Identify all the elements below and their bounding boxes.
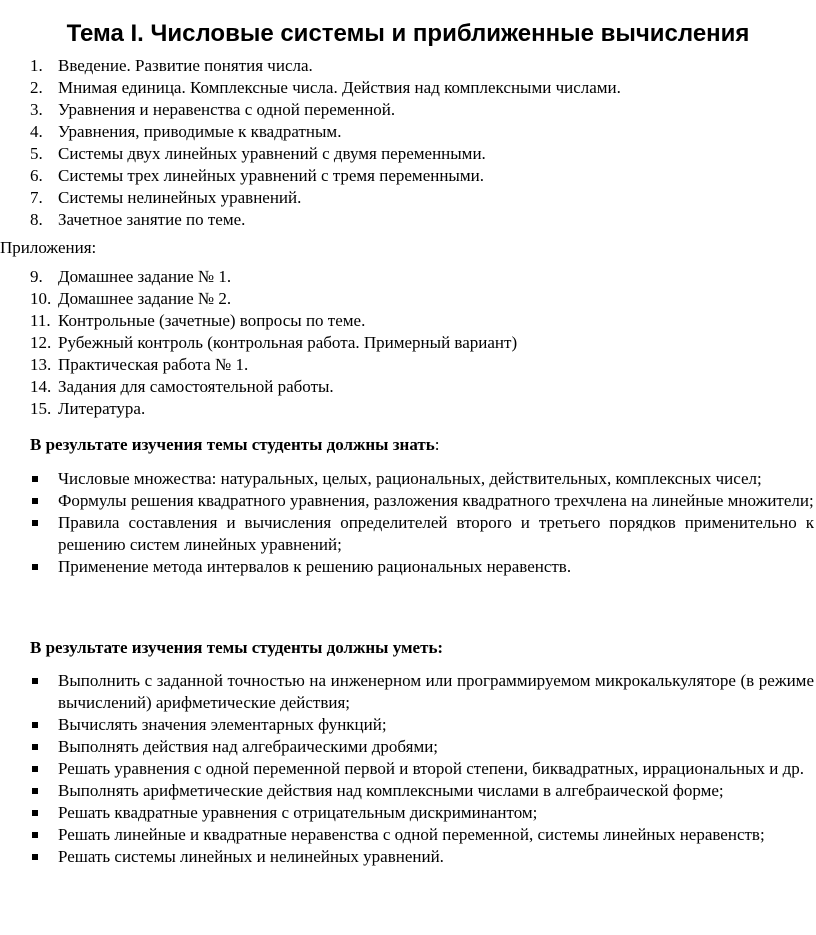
able-item-text: Решать квадратные уравнения с отрицательным дискриминантом;	[58, 803, 538, 822]
square-bullet-icon	[32, 744, 38, 750]
know-item-text: Числовые множества: натуральных, целых, рациональных, действительных, комплексных чисел;	[58, 469, 762, 488]
able-item	[0, 846, 816, 868]
appendix-link[interactable]: Литература.	[58, 399, 146, 418]
topic-number: 2.	[30, 78, 43, 97]
square-bullet-icon	[32, 766, 38, 772]
able-item-text: Вычислять значения элементарных функций;	[58, 715, 387, 734]
appendix-number: 15.	[30, 399, 52, 418]
appendix-number: 13.	[30, 355, 52, 374]
able-item	[0, 780, 816, 802]
able-item	[0, 758, 816, 780]
able-item-text: Выполнять действия над алгебраическими дробями;	[58, 737, 439, 756]
know-item-text: Формулы решения квадратного уравнения, разложения квадратного трехчлена на линейные множители;	[58, 491, 814, 510]
able-item	[0, 670, 816, 714]
appendix-link[interactable]: Домашнее задание № 2.	[58, 289, 232, 308]
appendix-link[interactable]: Рубежный контроль (контрольная работа. Примерный вариант)	[58, 333, 518, 352]
appendix-number: 10.	[30, 289, 52, 308]
appendix-number: 12.	[30, 333, 52, 352]
appendix-number: 14.	[30, 377, 52, 396]
appendix-number: 9.	[30, 267, 43, 286]
topic-text: Зачетное занятие по теме.	[58, 210, 246, 229]
topic-text: Введение. Развитие понятия числа.	[58, 56, 313, 75]
able-item-text: Выполнить с заданной точностью на инженерном или программируемом микрокалькуляторе (в режиме вычислений) арифметические действия;	[58, 671, 814, 712]
topic-text: Уравнения и неравенства с одной переменной.	[58, 100, 396, 119]
square-bullet-icon	[32, 564, 38, 570]
know-heading-text: В результате изучения темы студенты должны знать	[30, 435, 435, 454]
topic-text: Системы нелинейных уравнений.	[58, 188, 302, 207]
appendix-label: Приложения:	[0, 238, 97, 257]
appendix-number: 11.	[30, 311, 51, 330]
topic-text: Системы трех линейных уравнений с тремя переменными.	[58, 166, 484, 185]
able-list	[0, 670, 816, 868]
topic-text: Уравнения, приводимые к квадратным.	[58, 122, 342, 141]
able-item-text: Решать уравнения с одной переменной первой и второй степени, биквадратных, иррациональных и др.	[58, 759, 805, 778]
topic-number: 3.	[30, 100, 43, 119]
know-list	[0, 468, 816, 578]
square-bullet-icon	[32, 498, 38, 504]
topic-number: 6.	[30, 166, 43, 185]
know-item	[0, 512, 816, 556]
appendix-link[interactable]: Контрольные (зачетные) вопросы по теме.	[58, 311, 366, 330]
topic-number: 5.	[30, 144, 43, 163]
square-bullet-icon	[32, 854, 38, 860]
square-bullet-icon	[32, 520, 38, 526]
topic-number: 4.	[30, 122, 43, 141]
able-item	[0, 736, 816, 758]
able-heading: В результате изучения темы студенты должны уметь:	[30, 638, 444, 657]
topic-number: 1.	[30, 56, 43, 75]
topic-text: Мнимая единица. Комплексные числа. Действия над комплексными числами.	[58, 78, 621, 97]
know-item	[0, 556, 816, 578]
know-item-text: Правила составления и вычисления определителей второго и третьего порядков применительно к решению систем линейных уравнений;	[58, 513, 814, 554]
able-item-text: Решать системы линейных и нелинейных уравнений.	[58, 847, 444, 866]
appendix-link[interactable]: Практическая работа № 1.	[58, 355, 249, 374]
able-item	[0, 714, 816, 736]
know-heading-colon: :	[434, 435, 440, 454]
know-heading	[30, 434, 439, 456]
topic-number: 8.	[30, 210, 43, 229]
page-title: Тема I. Числовые системы и приближенные вычисления	[66, 20, 750, 47]
appendix-link[interactable]: Задания для самостоятельной работы.	[58, 377, 334, 396]
know-item	[0, 468, 816, 490]
able-item	[0, 802, 816, 824]
square-bullet-icon	[32, 678, 38, 684]
square-bullet-icon	[32, 832, 38, 838]
able-item-text: Решать линейные и квадратные неравенства с одной переменной, системы линейных неравенств;	[58, 825, 765, 844]
square-bullet-icon	[32, 810, 38, 816]
square-bullet-icon	[32, 722, 38, 728]
know-item	[0, 490, 816, 512]
able-item	[0, 824, 816, 846]
know-item-text: Применение метода интервалов к решению рациональных неравенств.	[58, 557, 572, 576]
topic-number: 7.	[30, 188, 43, 207]
square-bullet-icon	[32, 788, 38, 794]
appendix-link[interactable]: Домашнее задание № 1.	[58, 267, 232, 286]
square-bullet-icon	[32, 476, 38, 482]
able-item-text: Выполнять арифметические действия над комплексными числами в алгебраической форме;	[58, 781, 724, 800]
topic-text: Системы двух линейных уравнений с двумя переменными.	[58, 144, 486, 163]
